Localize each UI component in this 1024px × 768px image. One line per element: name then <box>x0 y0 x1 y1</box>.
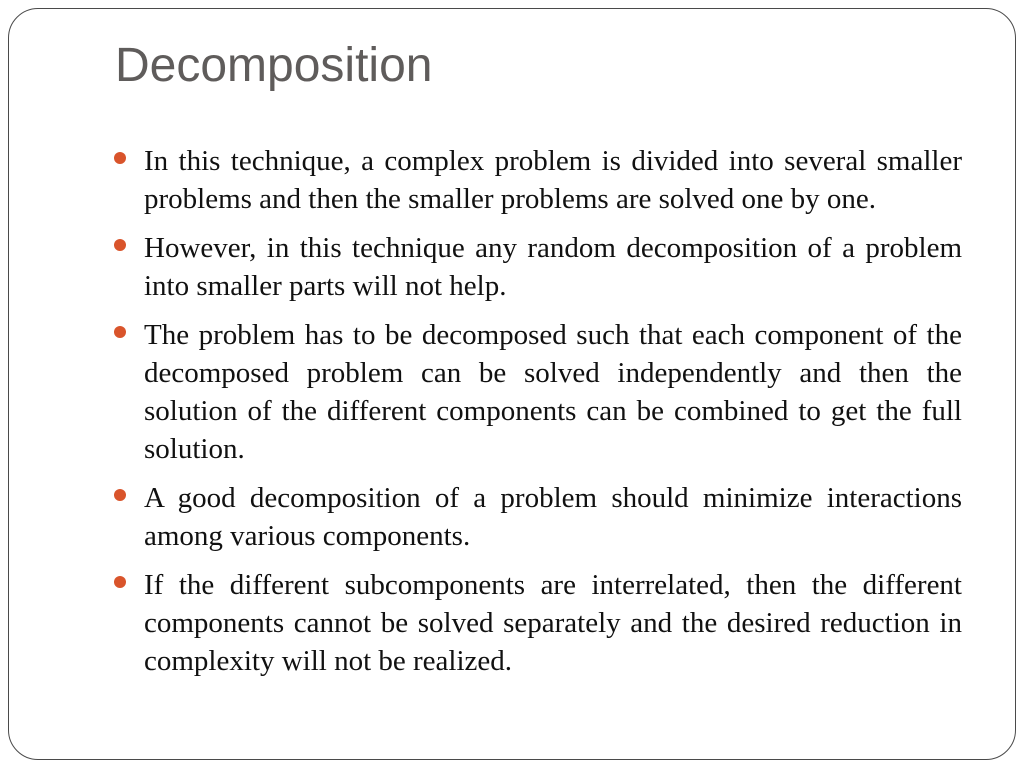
bullet-text: If the different subcomponents are interrelated, then the different components cannot be solved separately and the desired reduction in complexity will not be realized. <box>144 569 962 677</box>
bullet-dot-icon <box>114 152 126 164</box>
bullet-item <box>144 566 962 680</box>
bullet-dot-icon <box>114 489 126 501</box>
bullet-list <box>144 142 962 691</box>
bullet-item <box>144 479 962 555</box>
bullet-item <box>144 316 962 468</box>
bullet-text: In this technique, a complex problem is divided into several smaller problems and then the smaller problems are solved one by one. <box>144 145 962 215</box>
bullet-text: The problem has to be decomposed such that each component of the decomposed problem can be solved independently and then the solution of the different components can be combined to get the full solution. <box>144 319 962 465</box>
bullet-text: However, in this technique any random decomposition of a problem into smaller parts will not help. <box>144 232 962 302</box>
bullet-item <box>144 229 962 305</box>
slide-title: Decomposition <box>115 39 433 92</box>
bullet-dot-icon <box>114 576 126 588</box>
bullet-dot-icon <box>114 326 126 338</box>
bullet-dot-icon <box>114 239 126 251</box>
bullet-text: A good decomposition of a problem should minimize interactions among various components. <box>144 482 962 552</box>
bullet-item <box>144 142 962 218</box>
